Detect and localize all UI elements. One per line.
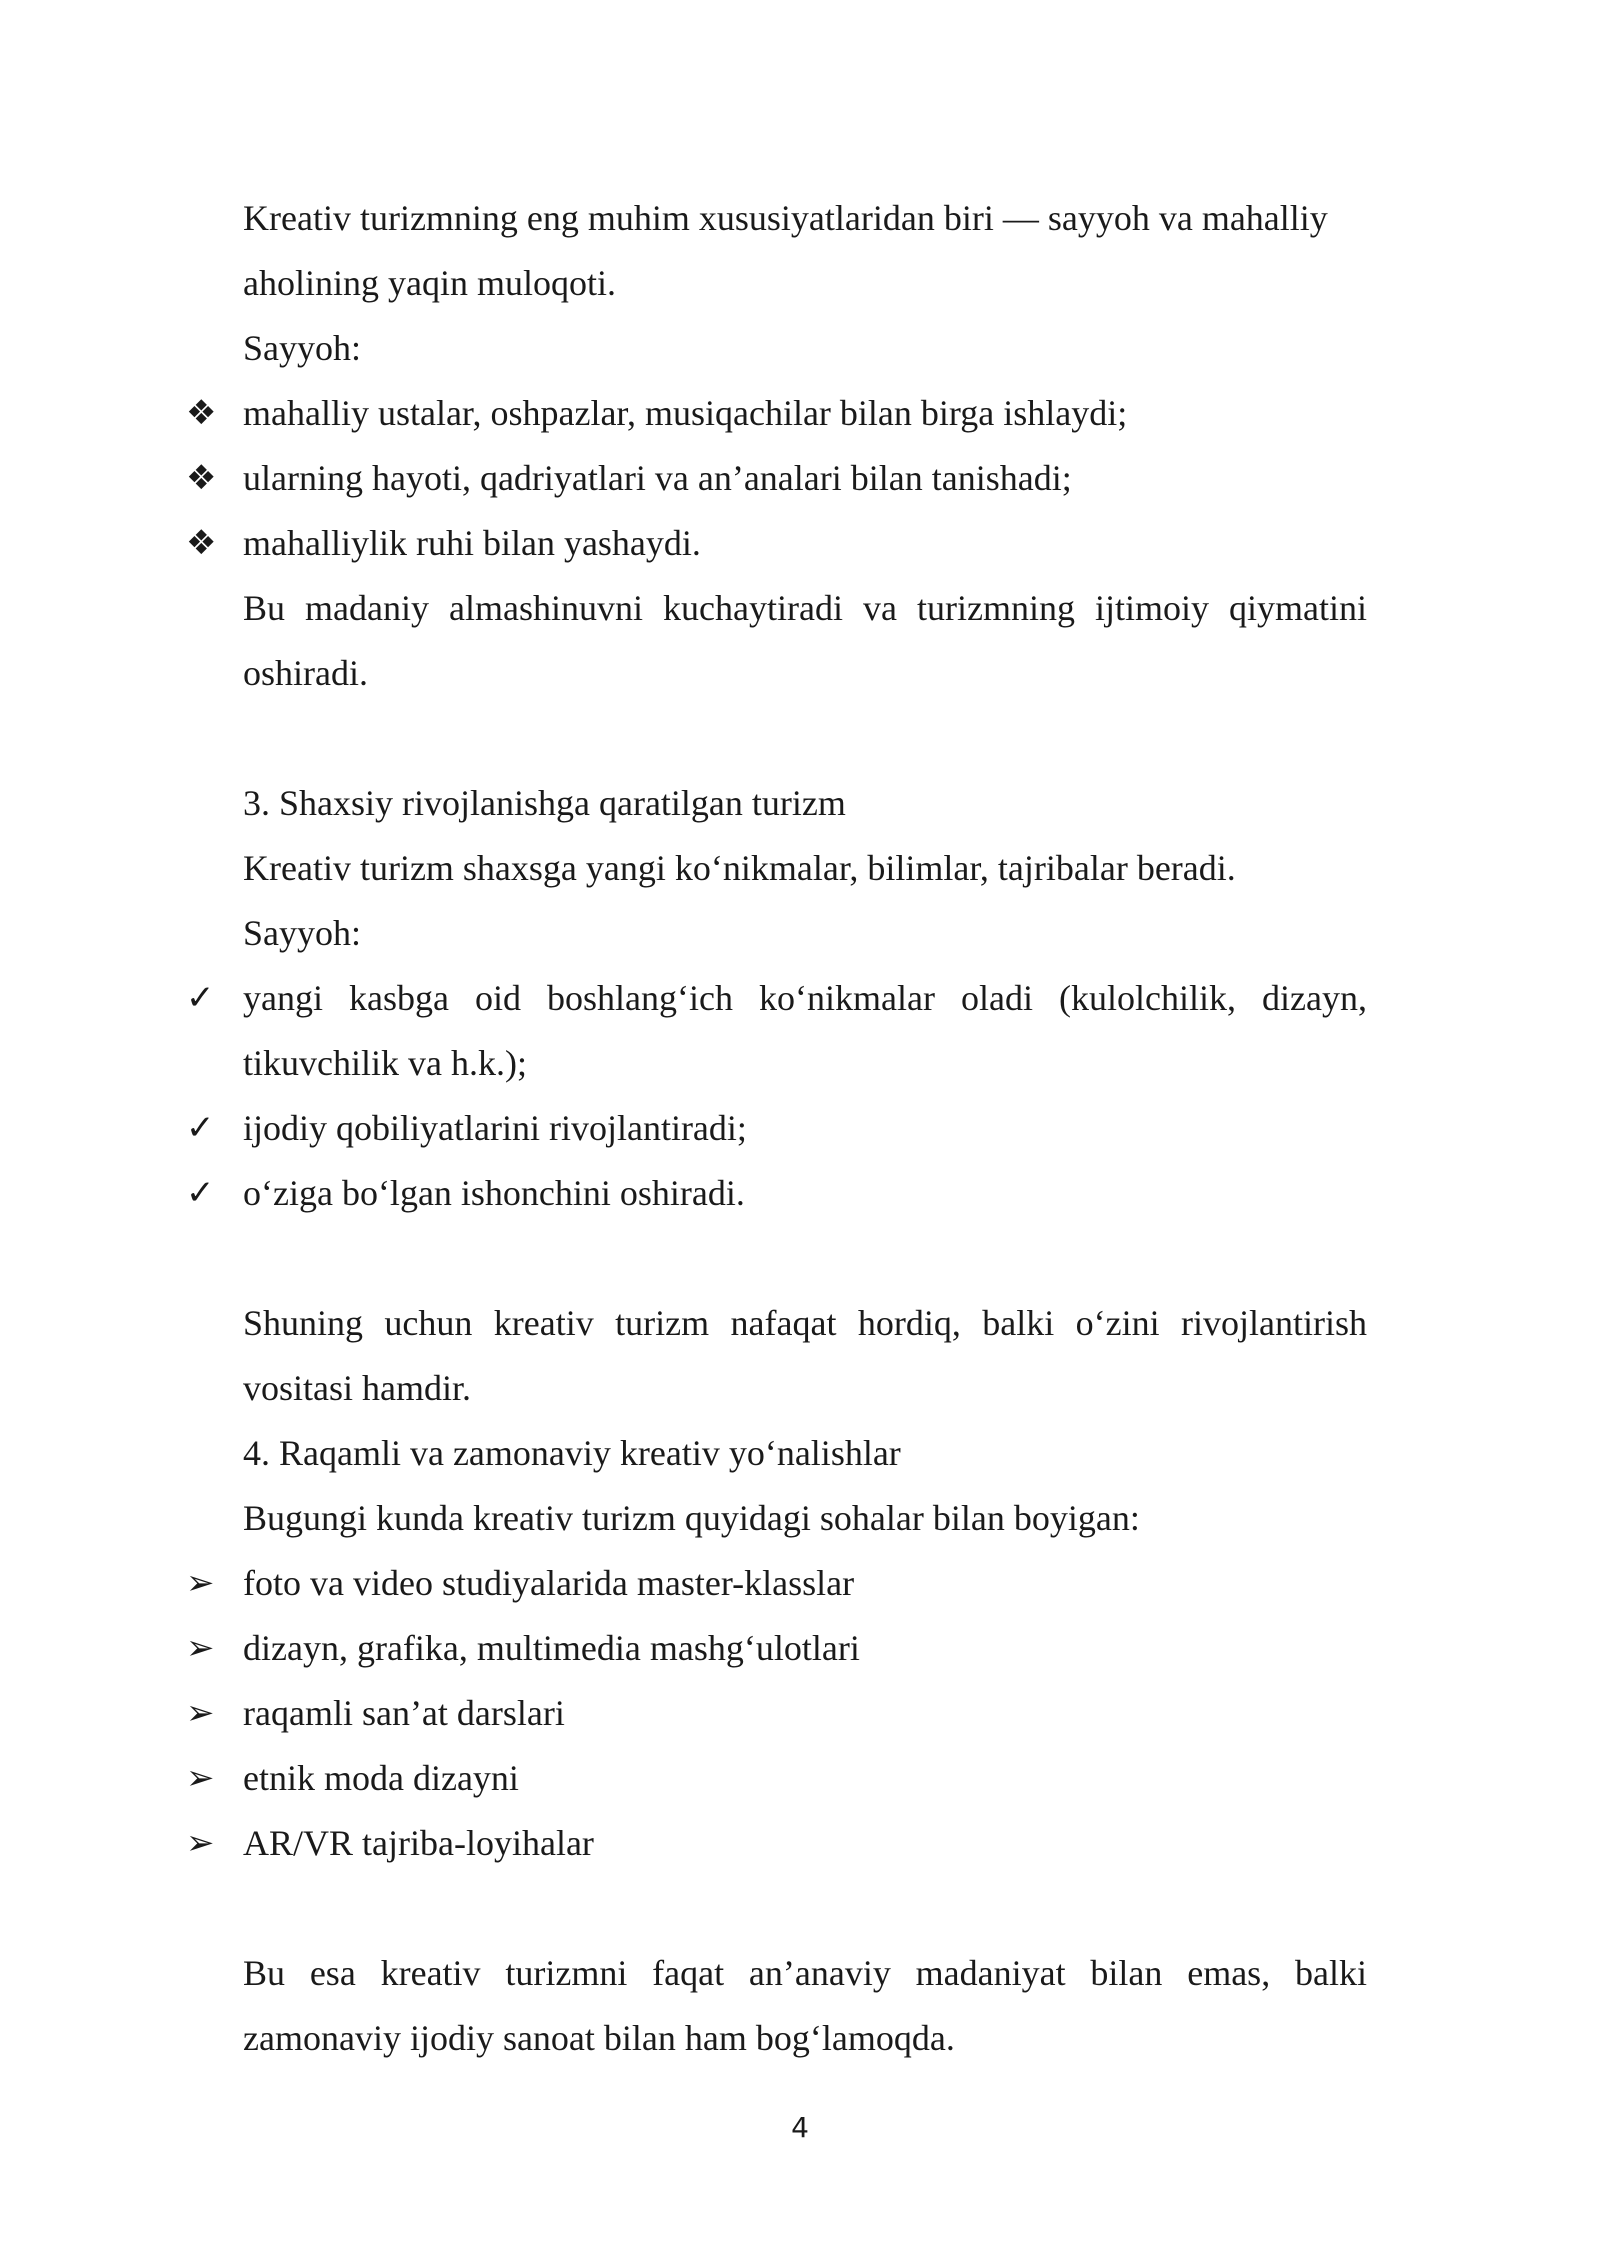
section-4-heading: 4. Raqamli va zamonaviy kreativ yo‘nalishlar [243, 1433, 901, 1473]
section-4-intro: Bugungi kunda kreativ turizm quyidagi sohalar bilan boyigan: [243, 1498, 1140, 1538]
sayyoh-label: Sayyoh: [243, 328, 362, 368]
arrow-bullet-icon: ➢ [186, 1628, 215, 1668]
list-item: ularning hayoti, qadriyatlari va an’analari bilan tanishadi; [243, 458, 1072, 498]
list-item: foto va video studiyalarida master-klasslar [243, 1563, 855, 1603]
list-item: raqamli san’at darslari [243, 1693, 565, 1733]
list-item: ijodiy qobiliyatlarini rivojlantiradi; [243, 1108, 747, 1148]
paragraph-line: Shuning uchun kreativ turizm nafaqat hordiq, balki o‘zini rivojlantirish [243, 1303, 1367, 1343]
checkmark-bullet-icon: ✓ [186, 1173, 215, 1213]
checkmark-bullet-icon: ✓ [186, 978, 215, 1018]
section-3-heading: 3. Shaxsiy rivojlanishga qaratilgan turizm [243, 783, 846, 823]
list-item: o‘ziga bo‘lgan ishonchini oshiradi. [243, 1173, 745, 1213]
list-item: etnik moda dizayni [243, 1758, 519, 1798]
diamond-bullet-icon: ❖ [186, 523, 217, 563]
arrow-bullet-icon: ➢ [186, 1693, 215, 1733]
arrow-bullet-icon: ➢ [186, 1563, 215, 1603]
paragraph-line: oshiradi. [243, 653, 368, 693]
list-item: mahalliylik ruhi bilan yashaydi. [243, 523, 701, 563]
diamond-bullet-icon: ❖ [186, 458, 217, 498]
paragraph-line: Bu esa kreativ turizmni faqat an’anaviy madaniyat bilan emas, balki [243, 1953, 1367, 1993]
intro-line-2: aholining yaqin muloqoti. [243, 263, 616, 303]
page-number: 4 [791, 2111, 809, 2144]
list-item: dizayn, grafika, multimedia mashg‘ulotlari [243, 1628, 860, 1668]
paragraph-line: Bu madaniy almashinuvni kuchaytiradi va turizmning ijtimoiy qiymatini [243, 588, 1367, 628]
intro-line-1: Kreativ turizmning eng muhim xususiyatlaridan biri — sayyoh va mahalliy [243, 198, 1328, 238]
paragraph-line: zamonaviy ijodiy sanoat bilan ham bog‘lamoqda. [243, 2018, 955, 2058]
section-3-intro: Kreativ turizm shaxsga yangi ko‘nikmalar, bilimlar, tajribalar beradi. [243, 848, 1236, 888]
list-item: mahalliy ustalar, oshpazlar, musiqachilar bilan birga ishlaydi; [243, 393, 1128, 433]
checkmark-bullet-icon: ✓ [186, 1108, 215, 1148]
list-item: AR/VR tajriba-loyihalar [243, 1823, 594, 1863]
sayyoh-label: Sayyoh: [243, 913, 362, 953]
list-item-continuation: tikuvchilik va h.k.); [243, 1043, 527, 1083]
list-item: yangi kasbga oid boshlang‘ich ko‘nikmalar oladi (kulolchilik, dizayn, [243, 978, 1367, 1018]
diamond-bullet-icon: ❖ [186, 393, 217, 433]
paragraph-line: vositasi hamdir. [243, 1368, 471, 1408]
arrow-bullet-icon: ➢ [186, 1823, 215, 1863]
arrow-bullet-icon: ➢ [186, 1758, 215, 1798]
